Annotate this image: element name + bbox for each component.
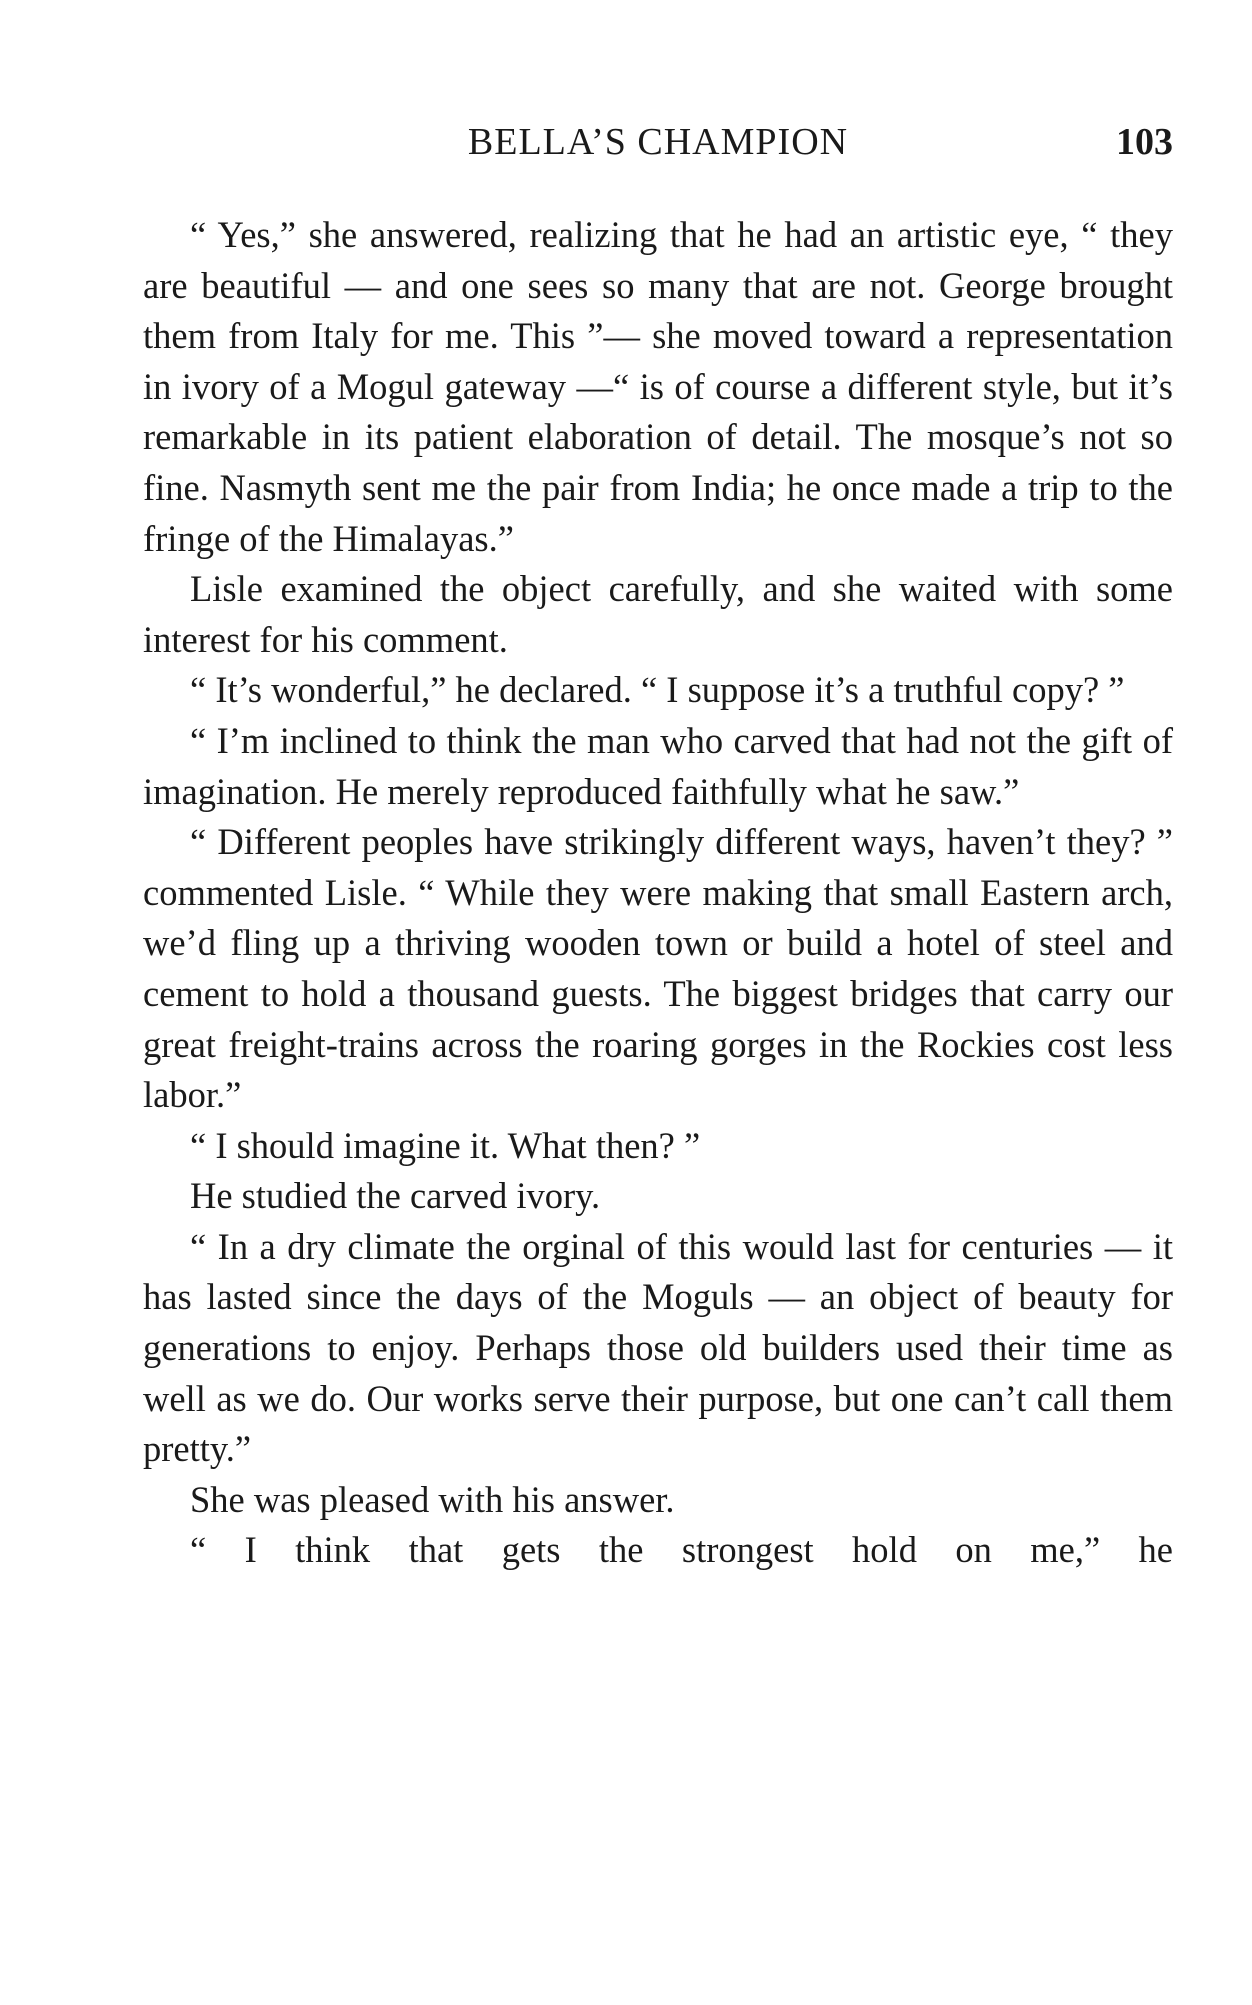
paragraph: She was pleased with his answer. (190, 1478, 675, 1520)
running-title: BELLA’S CHAMPION (467, 121, 849, 163)
paragraph: He studied the carved ivory. (190, 1175, 601, 1217)
paragraph: “ It’s wonderful,” he declared. “ I suppose it’s a truthful copy? ” (190, 669, 1125, 711)
page-number: 103 (1116, 121, 1173, 163)
running-head (143, 112, 1173, 172)
paragraph: “ I’m inclined to think the man who carved that had not the gift of imagination. He merely reproduced faithfully what he saw.” (143, 719, 1173, 812)
paragraph: “ Different peoples have strikingly different ways, haven’t they? ” commented Lisle. “ While they were making that small Eastern arch, we’d fling up a thriving wooden town or build a hotel of steel and cement to hold a thousand guests. The biggest bridges that carry our great freight-trains across the roaring gorges in the Rockies cost less labor.” (143, 821, 1173, 1116)
paragraph: Lisle examined the object carefully, and she waited with some interest for his comment. (143, 568, 1173, 660)
paragraph: “ Yes,” she answered, realizing that he had an artistic eye, “ they are beautiful — and one sees so many that are not. George brought them from Italy for me. This ”— she moved toward a representation in ivory of a Mogul gateway —“ is of course a different style, but it’s remarkable in its patient elaboration of detail. The mosque’s not so fine. Nasmyth sent me the pair from India; he once made a trip to the fringe of the Himalayas.” (143, 214, 1173, 559)
body-text (143, 210, 1173, 1576)
paragraph-continued: “ I think that gets the strongest hold on me,” he (190, 1529, 1173, 1571)
paragraph: “ In a dry climate the orginal of this would last for centuries — it has lasted since the days of the Moguls — an object of beauty for generations to enjoy. Perhaps those old builders used their time as well as we do. Our works serve their purpose, but one can’t call them pretty.” (143, 1225, 1173, 1470)
paragraph: “ I should imagine it. What then? ” (190, 1124, 701, 1166)
